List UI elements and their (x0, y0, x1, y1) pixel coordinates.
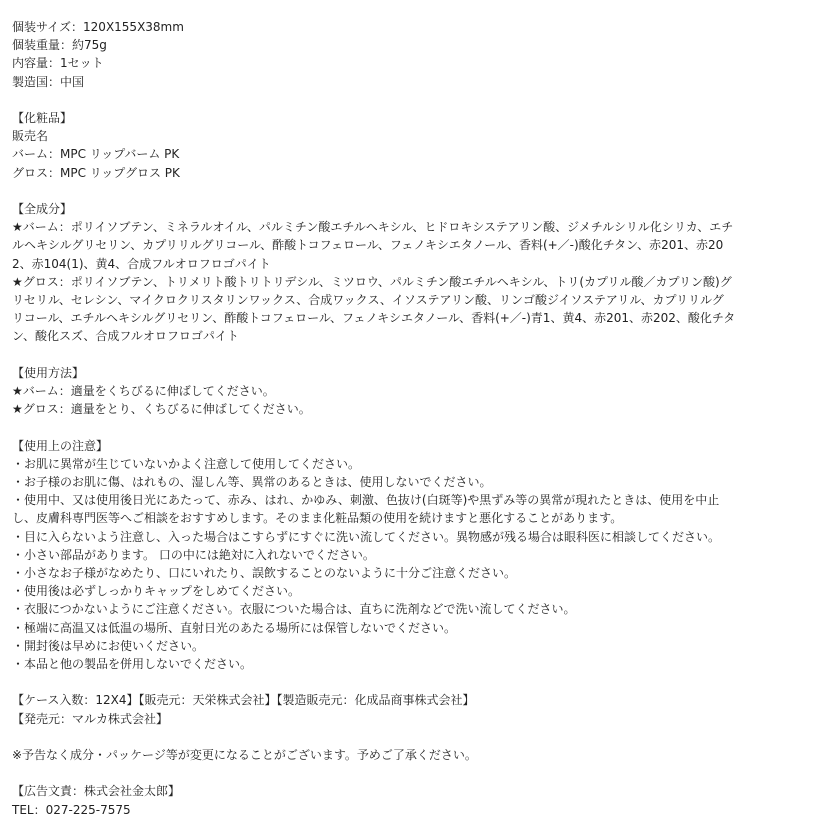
usage-balm-text: ★バーム：適量をくちびるに伸ばしてください。 (12, 384, 275, 399)
package-weight-text: 個装重量：約75g (12, 38, 107, 53)
ingredients-heading: 【全成分】 (12, 202, 73, 216)
phone-number-text: TEL：027-225-7575 (12, 802, 131, 817)
ingredients-line: ルヘキシルグリセリン、カプリリルグリコール、酢酸トコフェロール、フェノキシエタノール、香料(+／-)酸化チタン、赤201、赤20 (12, 238, 724, 253)
contents-text: 内容量：1セット (12, 56, 104, 71)
caution-line: ・小さなお子様がなめたり、口にいれたり、誤飲することのないように十分ご注意ください。 (12, 566, 517, 581)
caution-line: し、皮膚科専門医等へご相談をおすすめします。そのまま化粧品類の使用を続けますと悪化することがあります。 (12, 511, 623, 526)
ingredients-line: リセリル、セレシン、マイクロクリスタリンワックス、合成ワックス、イソステアリン酸、リンゴ酸ジイソステアリル、カプリリルグ (12, 293, 724, 308)
gloss-name-text: グロス：MPC リップグロス PK (12, 165, 180, 180)
spacer (12, 764, 800, 782)
ingredients-line: 2、赤104(1)、黄4、合成フルオロフロゴパイト (12, 256, 271, 271)
ingredients-line: ★グロス：ポリイソブテン、トリメリト酸トリトリデシル、ミツロウ、パルミチン酸エチルヘキシル、トリ(カプリル酸／カプリン酸)グ (12, 274, 732, 289)
ingredients-line: ン、酸化スズ、合成フルオロフロゴパイト (12, 329, 239, 344)
cosmetic-heading: 【化粧品】 (12, 111, 73, 125)
cautions-heading: 【使用上の注意】 (12, 438, 109, 453)
caution-line: ・本品と他の製品を併用しないでください。 (12, 657, 253, 672)
spacer (12, 91, 800, 109)
company-info-text: 【ケース入数：12X4】【販売元：天栄株式会社】【製造販売元：化成品商事株式会社】 (12, 693, 475, 708)
ingredients-line: ★バーム：ポリイソブテン、ミネラルオイル、パルミチン酸エチルヘキシル、ヒドロキシステアリン酸、ジメチルシリル化シリカ、エチ (12, 220, 734, 235)
caution-line: ・お子様のお肌に傷、はれもの、湿しん等、異常のあるときは、使用しないでください。 (12, 475, 492, 490)
advertiser-text: 【広告文責：株式会社金太郎】 (12, 784, 181, 799)
spacer (12, 418, 800, 436)
caution-line: ・衣服につかないようにご注意ください。衣服についた場合は、直ちに洗剤などで洗い流してください。 (12, 602, 576, 617)
package-size-text: 個装サイズ：120X155X38mm (12, 20, 184, 34)
caution-line: ・お肌に異常が生じていないかよく注意して使用してください。 (12, 456, 361, 471)
caution-line: ・目に入らないよう注意し、入った場合はこすらずにすぐに洗い流してください。異物感が残る場合は眼科医に相談してください。 (12, 529, 721, 544)
sales-name-label: 販売名 (12, 129, 49, 144)
spacer (12, 346, 800, 364)
caution-line: ・使用後は必ずしっかりキャップをしめてください。 (12, 584, 301, 599)
ingredients-line: リコール、エチルヘキシルグリセリン、酢酸トコフェロール、フェノキシエタノール、香料(+／-)青1、黄4、赤201、赤202、酸化チタ (12, 311, 736, 326)
distributor-text: 【発売元：マルカ株式会社】 (12, 711, 169, 726)
caution-line: ・開封後は早めにお使いください。 (12, 638, 205, 653)
change-notice-text: ※予告なく成分・パッケージ等が変更になることがございます。予めご了承ください。 (12, 748, 477, 763)
caution-line: ・使用中、又は使用後日光にあたって、赤み、はれ、かゆみ、刺激、色抜け(白斑等)や黒ずみ等の異常が現れたときは、使用を中止 (12, 493, 720, 508)
origin-text: 製造国：中国 (12, 74, 85, 89)
usage-heading: 【使用方法】 (12, 365, 85, 380)
caution-line: ・極端に高温又は低温の場所、直射日光のあたる場所には保管しないでください。 (12, 620, 457, 635)
balm-name-text: バーム：MPC リップバーム PK (12, 147, 180, 162)
usage-gloss-text: ★グロス：適量をとり、くちびるに伸ばしてください。 (12, 402, 311, 417)
caution-line: ・小さい部品があります。 口の中には絶対に入れないでください。 (12, 547, 375, 562)
spacer (12, 728, 800, 746)
spacer (12, 673, 800, 691)
spacer (12, 182, 800, 200)
